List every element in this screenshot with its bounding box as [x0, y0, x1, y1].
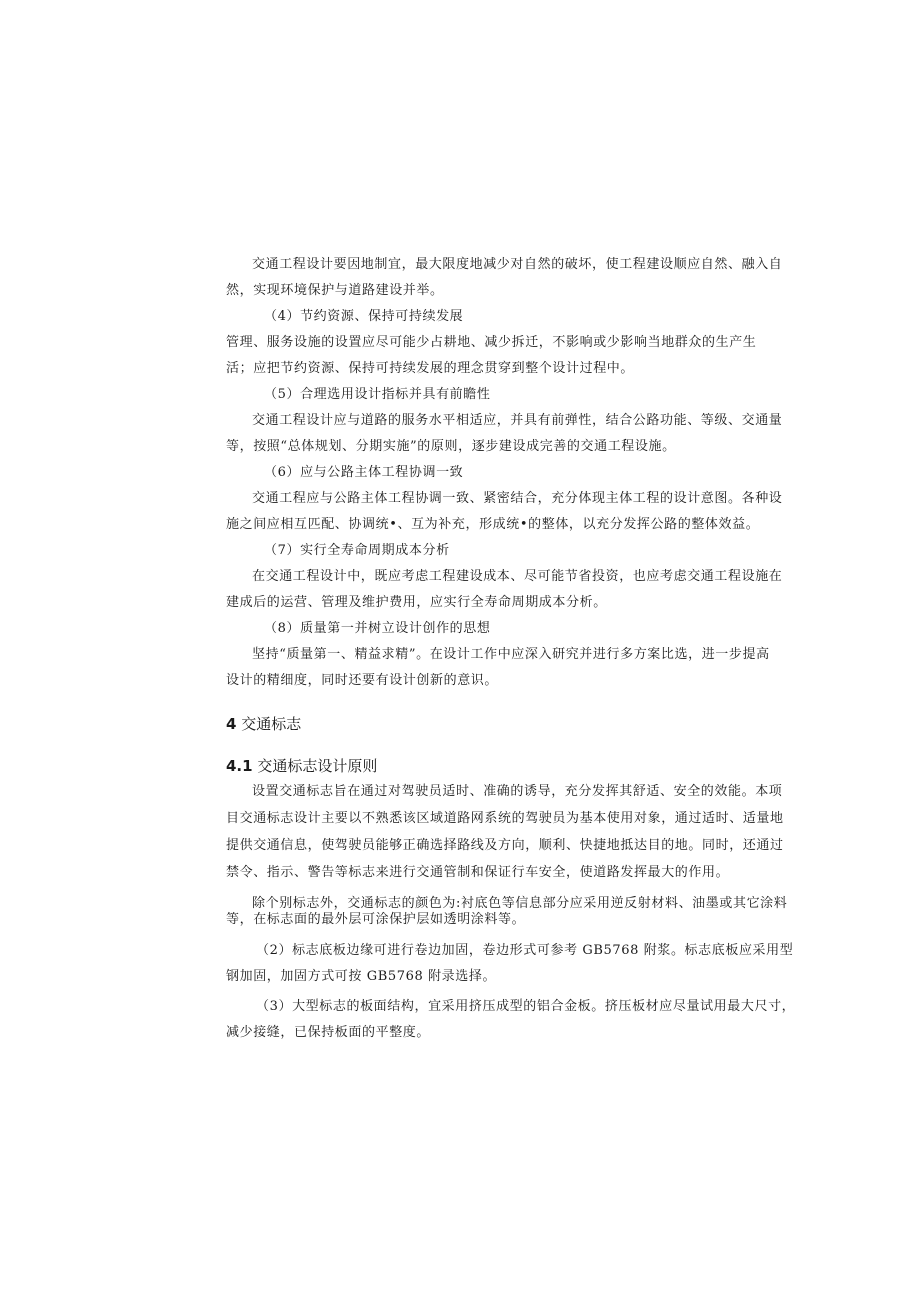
paragraph-coordination [226, 486, 783, 538]
document-page [226, 252, 796, 1046]
subsection-number: 4.1 [226, 757, 253, 775]
paragraph-line: 等，按照“总体规划、分期实施”的原则，逐步建设成完善的交通工程设施。 [226, 439, 676, 454]
paragraph-line: 施之间应相互匹配、协调统•、互为补充，形成统•的整体，以充分发挥公路的整体效益。 [226, 517, 760, 532]
paragraph-line: 提供交通信息，使驾驶员能够正确选择路线及方向，顺利、快捷地抵达目的地。同时，还通过 [226, 838, 784, 853]
section-title: 交通标志 [241, 715, 302, 733]
paragraph-line: 目交通标志设计主要以不熟悉该区域道路网系统的驾驶员为基本使用对象，通过适时、适量地 [226, 811, 784, 826]
paragraph-line: 设置交通标志旨在通过对驾驶员适时、准确的诱导，充分发挥其舒适、安全的效能。本项 [252, 784, 783, 799]
paragraph-line: 禁令、指示、警告等标志来进行交通管制和保证行车安全，使道路发挥最大的作用。 [226, 865, 730, 880]
list-item-8: （8）质量第一并树立设计创作的思想 [264, 621, 491, 636]
paragraph-line: 管理、服务设施的设置应尽可能少占耕地、减少拆迁，不影响或少影响当地群众的生产生 [226, 335, 757, 350]
list-item-6: （6）应与公路主体工程协调一致 [264, 465, 464, 480]
paragraph-line: 然，实现环境保护与道路建设并举。 [226, 283, 444, 298]
paragraph-line: 在交通工程设计中，既应考虑工程建设成本、尽可能节省投资，也应考虑交通工程设施在 [252, 569, 783, 584]
list-item-7: （7）实行全寿命周期成本分析 [264, 543, 450, 558]
paragraph-line: 坚持“质量第一、精益求精”。在设计工作中应深入研究并进行多方案比选，进一步提高 [252, 647, 770, 662]
section-number: 4 [226, 715, 237, 733]
paragraph-line: 交通工程应与公路主体工程协调一致、紧密结合，充分体现主体工程的设计意图。各种设 [252, 491, 783, 506]
paragraph-line: 交通工程设计应与道路的服务水平相适应，并具有前弹性，结合公路功能、等级、交通量 [252, 413, 783, 428]
paragraph-line: 设计的精细度，同时还要有设计创新的意识。 [226, 673, 499, 688]
paragraph-lifecycle-cost [226, 564, 783, 616]
paragraph-adapt-to-local [226, 252, 783, 304]
paragraph-line: 等，在标志面的最外层可涂保护层如透明涂料等。 [226, 912, 526, 927]
paragraph-sign-purpose [226, 778, 784, 886]
subsection-heading [226, 756, 742, 776]
paragraph-service-level [226, 408, 783, 460]
subsection-title: 交通标志设计原则 [257, 757, 378, 775]
paragraph-line: 减少接缝，已保持板面的平整度。 [226, 1025, 431, 1040]
paragraph-quality-first [226, 642, 770, 694]
list-item-4: （4）节约资源、保持可持续发展 [264, 309, 464, 324]
paragraph-line: 建成后的运营、管理及维护费用，应实行全寿命周期成本分析。 [226, 595, 607, 610]
paragraph-sign-colors [226, 896, 788, 928]
paragraph-line: 钢加固，加固方式可按 GB5768 附录选择。 [226, 969, 497, 984]
paragraph-line: 交通工程设计要因地制宜，最大限度地减少对自然的破坏，使工程建设顺应自然、融入自 [252, 257, 783, 272]
paragraph-line: （3）大型标志的板面结构，宜采用挤压成型的铝合金板。挤压板材应尽量试用最大尺寸， [256, 999, 796, 1014]
paragraph-line: 活；应把节约资源、保持可持续发展的理念贯穿到整个设计过程中。 [226, 361, 635, 376]
paragraph-save-resources [226, 330, 757, 382]
paragraph-large-sign-structure [226, 994, 796, 1046]
list-item-5: （5）合理选用设计指标并具有前瞻性 [264, 387, 491, 402]
paragraph-line: 除个别标志外，交通标志的颜色为:衬底色等信息部分应采用逆反射材料、油墨或其它涂料 [252, 896, 788, 911]
paragraph-line: （2）标志底板边缘可进行卷边加固，卷边形式可参考 GB5768 附浆。标志底板应采用型 [256, 943, 794, 958]
section-heading [226, 714, 742, 734]
paragraph-edge-reinforcement [226, 938, 794, 990]
